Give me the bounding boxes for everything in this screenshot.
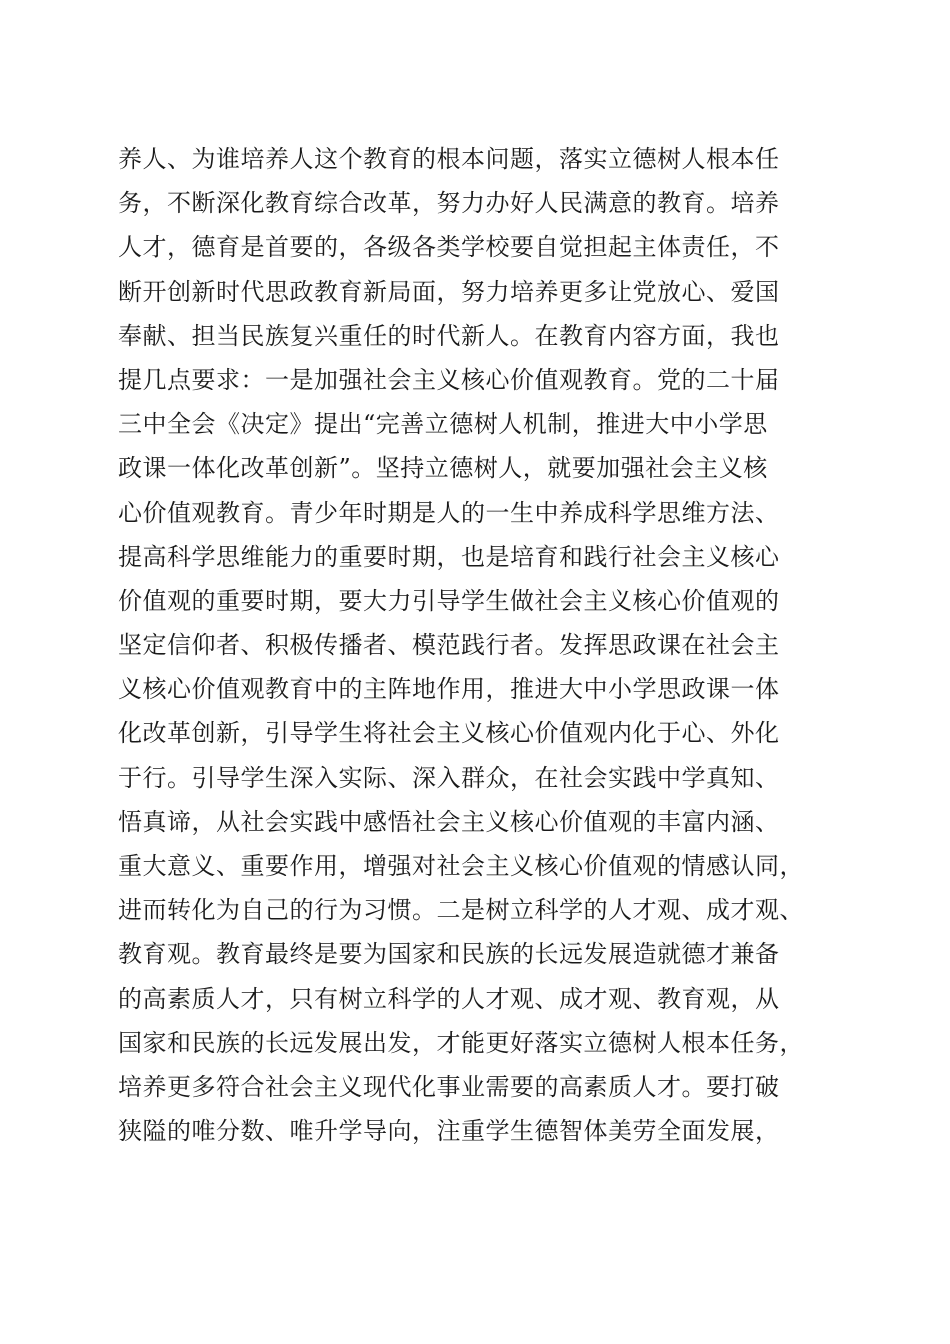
text-line: 义核心价值观教育中的主阵地作用，推进大中小学思政课一体 [118,675,780,704]
text-line: 化改革创新，引导学生将社会主义核心价值观内化于心、外化 [118,719,780,748]
text-line: 三中全会《决定》提出“完善立德树人机制，推进大中小学思 [118,410,768,439]
text-line: 提高科学思维能力的重要时期，也是培育和践行社会主义核心 [118,542,780,571]
text-line: 教育观。教育最终是要为国家和民族的长远发展造就德才兼备 [118,940,780,969]
text-line: 进而转化为自己的行为习惯。二是树立科学的人才观、成才观、 [118,896,804,925]
text-line: 重大意义、重要作用，增强对社会主义核心价值观的情感认同， [118,852,804,880]
text-line: 奉献、担当民族复兴重任的时代新人。在教育内容方面，我也 [118,321,780,350]
text-line: 政课一体化改革创新”。坚持立德树人，就要加强社会主义核 [118,454,768,483]
text-line: 务，不断深化教育综合改革，努力办好人民满意的教育。培养 [118,189,780,218]
body-paragraph [118,137,838,1153]
text-line: 坚定信仰者、积极传播者、模范践行者。发挥思政课在社会主 [118,631,780,660]
text-line: 心价值观教育。青少年时期是人的一生中养成科学思维方法、 [118,498,780,527]
text-line: 的高素质人才，只有树立科学的人才观、成才观、教育观，从 [118,984,780,1013]
text-line: 国家和民族的长远发展出发，才能更好落实立德树人根本任务， [118,1028,804,1057]
text-line: 培养更多符合社会主义现代化事业需要的高素质人才。要打破 [118,1072,780,1101]
text-line: 价值观的重要时期，要大力引导学生做社会主义核心价值观的 [118,586,780,615]
text-line: 人才，德育是首要的，各级各类学校要自觉担起主体责任，不 [118,233,780,262]
text-line: 提几点要求：一是加强社会主义核心价值观教育。党的二十届 [118,365,780,394]
text-line: 断开创新时代思政教育新局面，努力培养更多让党放心、爱国 [118,277,780,306]
text-line: 狭隘的唯分数、唯升学导向，注重学生德智体美劳全面发展， [118,1117,780,1146]
text-line: 悟真谛，从社会实践中感悟社会主义核心价值观的丰富内涵、 [118,807,780,836]
text-line: 养人、为谁培养人这个教育的根本问题，落实立德树人根本任 [118,145,780,173]
text-line: 于行。引导学生深入实际、深入群众，在社会实践中学真知、 [118,763,780,792]
